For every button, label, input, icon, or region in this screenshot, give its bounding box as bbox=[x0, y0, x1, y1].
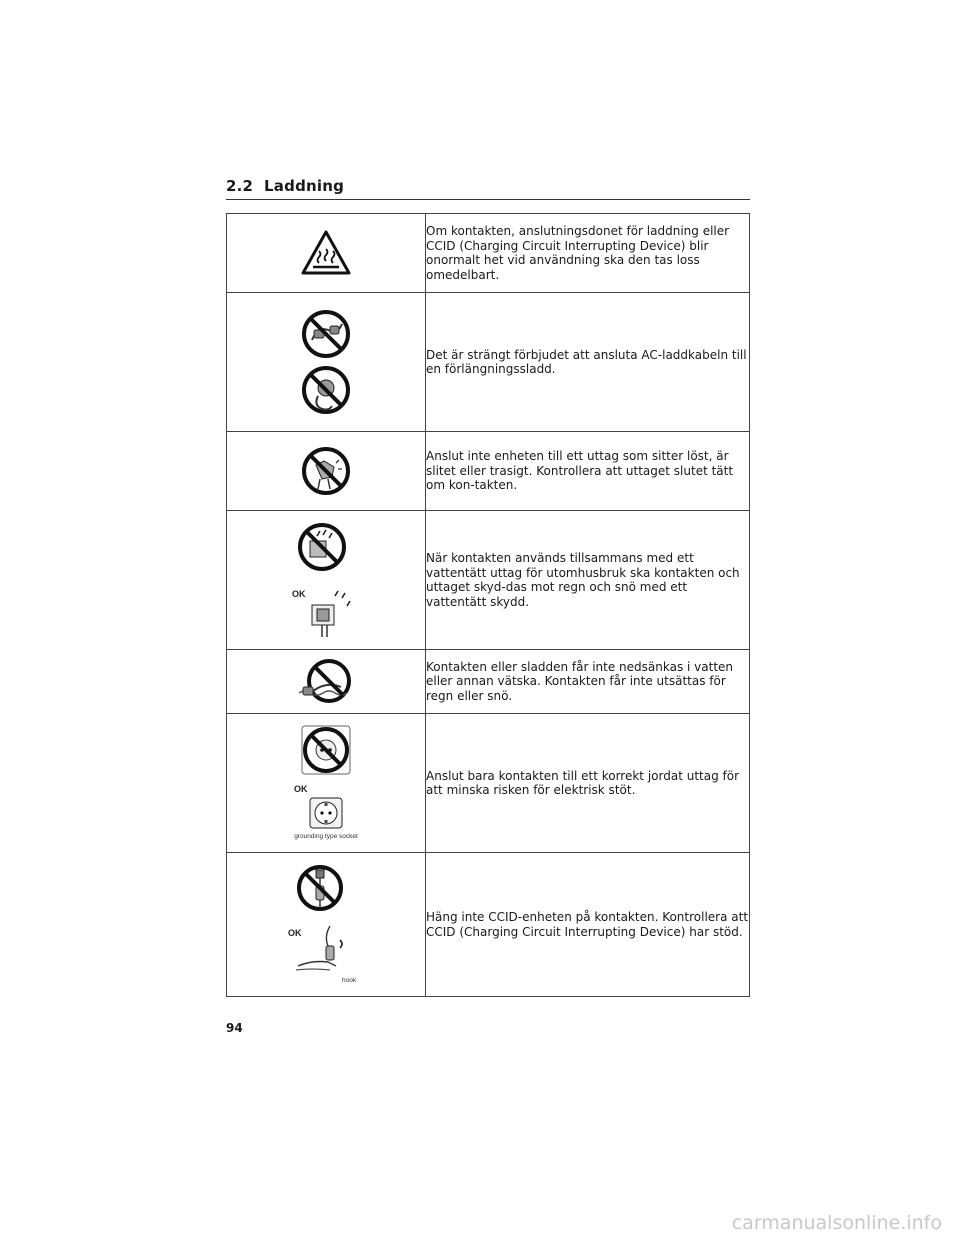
instruction-text: Om kontakten, anslutningsdonet för laddning eller CCID (Charging Circuit Interrupting Device) blir onormalt het vid användning ska den tas loss omedelbart. bbox=[426, 224, 730, 282]
instruction-text: Det är strängt förbjudet att ansluta AC-laddkabeln till en förlängningssladd. bbox=[426, 347, 747, 376]
no-extension-cord-icon bbox=[296, 304, 356, 420]
illustration-cell bbox=[227, 853, 426, 997]
page-number: 94 bbox=[226, 1021, 243, 1035]
illustration-cell bbox=[227, 714, 426, 853]
table-row bbox=[227, 853, 750, 997]
instruction-cell bbox=[426, 214, 750, 293]
safety-table bbox=[226, 213, 750, 997]
table-row bbox=[227, 293, 750, 432]
illustration-cell bbox=[227, 511, 426, 650]
instruction-cell bbox=[426, 853, 750, 997]
ok-label: OK bbox=[288, 927, 302, 938]
instruction-cell bbox=[426, 293, 750, 432]
illustration-cell bbox=[227, 432, 426, 511]
hot-surface-warning-icon bbox=[300, 229, 352, 277]
no-water-immersion-icon bbox=[295, 657, 357, 707]
support-ccid-icon bbox=[286, 864, 366, 986]
instruction-cell bbox=[426, 432, 750, 511]
waterproof-cover-icon bbox=[290, 521, 362, 639]
instruction-text: Anslut inte enheten till ett uttag som sitter löst, är slitet eller trasigt. Kontrollera att uttaget slutet tätt om kon-takten. bbox=[426, 449, 734, 493]
instruction-cell bbox=[426, 650, 750, 714]
instruction-text: Anslut bara kontakten till ett korrekt jordat uttag för att minska risken för elektrisk stöt. bbox=[426, 768, 740, 797]
instruction-cell bbox=[426, 511, 750, 650]
no-damaged-socket-icon bbox=[298, 443, 354, 499]
illustration-cell bbox=[227, 214, 426, 293]
title-divider bbox=[226, 199, 750, 200]
table-row bbox=[227, 714, 750, 853]
illustration-cell bbox=[227, 650, 426, 714]
grounded-socket-icon bbox=[286, 724, 366, 842]
table-row bbox=[227, 214, 750, 293]
instruction-text: Kontakten eller sladden får inte nedsänkas i vatten eller annan vätska. Kontakten får inte utsättas för regn eller snö. bbox=[426, 659, 734, 703]
ok-label: OK bbox=[292, 589, 306, 599]
table-row bbox=[227, 511, 750, 650]
instruction-text: Häng inte CCID-enheten på kontakten. Kontrollera att CCID (Charging Circuit Interrupting Device) har stöd. bbox=[426, 910, 749, 939]
section-title bbox=[226, 177, 344, 195]
table-row bbox=[227, 650, 750, 714]
ok-label: OK bbox=[294, 784, 308, 794]
hook-caption: hook bbox=[342, 976, 357, 984]
watermark: carmanualsonline.info bbox=[731, 1212, 942, 1234]
illustration-cell bbox=[227, 293, 426, 432]
instruction-text: När kontakten används tillsammans med ett vattentätt uttag för utomhusbruk ska kontakten och uttaget skyd-das mot regn och snö med ett vattentätt skydd. bbox=[426, 551, 740, 609]
table-row bbox=[227, 432, 750, 511]
section-name: Laddning bbox=[264, 177, 345, 195]
grounding-socket-caption: grounding type socket bbox=[294, 833, 358, 840]
section-number: 2.2 bbox=[226, 177, 254, 195]
instruction-cell bbox=[426, 714, 750, 853]
